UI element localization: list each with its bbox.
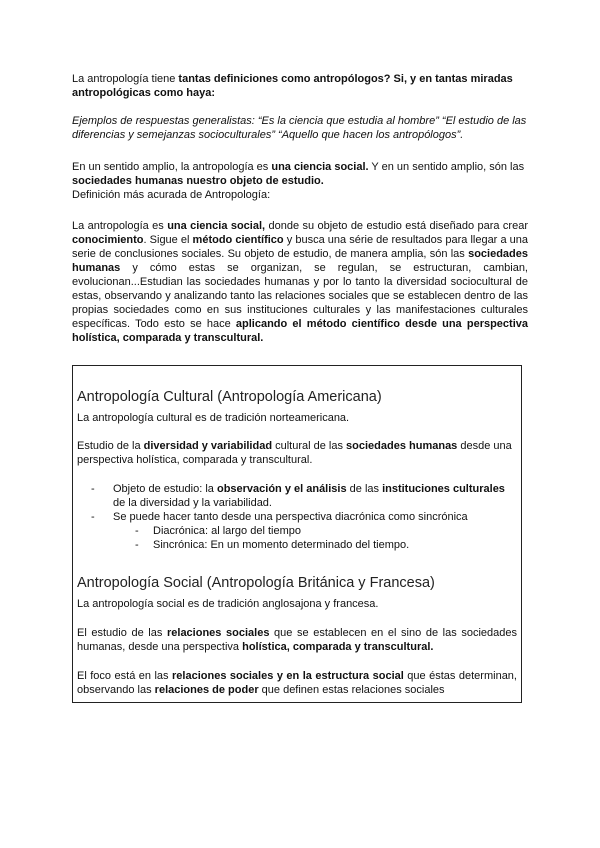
cult-p2-b2: sociedades humanas [346,440,458,452]
definition-paragraph [72,219,528,345]
li1-t1: Objeto de estudio: la [113,483,217,495]
def-t2: donde su objeto de estudio está diseñado para crear [265,220,528,232]
sublist-item: - Diacrónica: al largo del tiempo [117,524,517,538]
li1-t3: de la diversidad y la variabilidad. [113,497,272,509]
sentido-t1: En un sentido amplio, la antropología es [72,161,272,173]
li1-b2: instituciones culturales [382,483,505,495]
social-p3 [77,669,517,697]
def-t3: . Sigue el [143,234,193,246]
social-p2 [77,626,517,654]
soc-p3-t1: El foco está en las [77,670,173,682]
li1-t2: de las [346,483,383,495]
intro-text: La antropología tiene [72,73,179,85]
def-t5: y cómo estas se organizan, se regulan, se estructuran, cambian, evolucionan...Estudian las sociedades humanas y por lo tanto la diversidad sociocultural de estas, observando y analizando tanto las relaciones sociales que se establecen dentro de las propias sociedades como en sus instituciones culturales y las manifestaciones culturales específicas. Todo esto se hace [72,262,528,330]
def-b4: sociedades humanas [72,248,528,274]
def-t1: La antropología es [72,220,168,232]
cult-p2-t2: cultural de las [272,440,347,452]
def-b3: método científico [192,234,284,246]
intro-paragraph [72,72,528,100]
soc-p2-t2: que se establecen en el sino de las sociedades humanas, desde una perspectiva [77,627,517,653]
cult-p2-t1: Estudio de la [77,440,144,452]
def-b2: conocimiento [72,234,144,246]
social-p1: La antropología social es de tradición anglosajona y francesa. [77,598,379,610]
soc-p3-t3: que definen estas relaciones sociales [258,684,445,696]
social-heading: Antropología Social (Antropología Británica y Francesa) [77,575,435,591]
cultural-p2 [77,439,517,467]
broad-sense-paragraph [72,160,528,202]
cultural-heading: Antropología Cultural (Antropología Americana) [77,389,382,405]
cult-p2-t3: desde una perspectiva holística, comparada y transcultural. [77,440,512,466]
cult-p2-b1: diversidad y variabilidad [143,440,273,452]
list-item [77,510,517,552]
li2-text: Se puede hacer tanto desde una perspectiva diacrónica como sincrónica [113,511,468,523]
def-t4: y busca una série de resultados para llegar a una serie de conclusiones sociales. Su objeto de estudio, de manera amplia, són las [72,234,529,260]
cultural-p1: La antropología cultural es de tradición norteamericana. [77,412,350,424]
soc-p3-t2: que éstas determinan, observando las [77,670,517,696]
soc-p3-b2: relaciones de poder [154,684,259,696]
soc-p2-b1: relaciones sociales [166,627,270,639]
soc-p3-b1: relaciones sociales y en la estructura social [172,670,404,682]
summary-box [72,365,522,703]
intro-bold: tantas definiciones como antropólogos? Si, y en tantas miradas antropológicas como haya: [72,73,513,99]
cultural-list [77,482,517,552]
def-b5: aplicando el método científico desde una perspectiva holística, comparada y transcultural. [72,318,528,344]
soc-p2-b2: holística, comparada y transcultural. [242,641,434,653]
sublist-item: - Sincrónica: En un momento determinado del tiempo. [117,538,517,552]
soc-p2-t1: El estudio de las [77,627,167,639]
examples-paragraph: Ejemplos de respuestas generalistas: “Es la ciencia que estudia al hombre” “El estudio de las diferencias y semejanzas socioculturales” “Aquello que hacen los antropólogos”. [72,115,527,141]
sentido-b1: una ciencia social. [271,161,369,173]
sentido-b2: sociedades humanas nuestro objeto de estudio. [72,175,324,187]
li1-b1: observación y el análisis [216,483,347,495]
definition-label: Definición más acurada de Antropología: [72,189,271,201]
sentido-t2: Y en un sentido amplio, són las [368,161,525,173]
broad-sense-text [72,160,528,188]
list-item [77,482,517,510]
def-b1: una ciencia social, [167,220,266,232]
cultural-sublist [117,524,517,552]
